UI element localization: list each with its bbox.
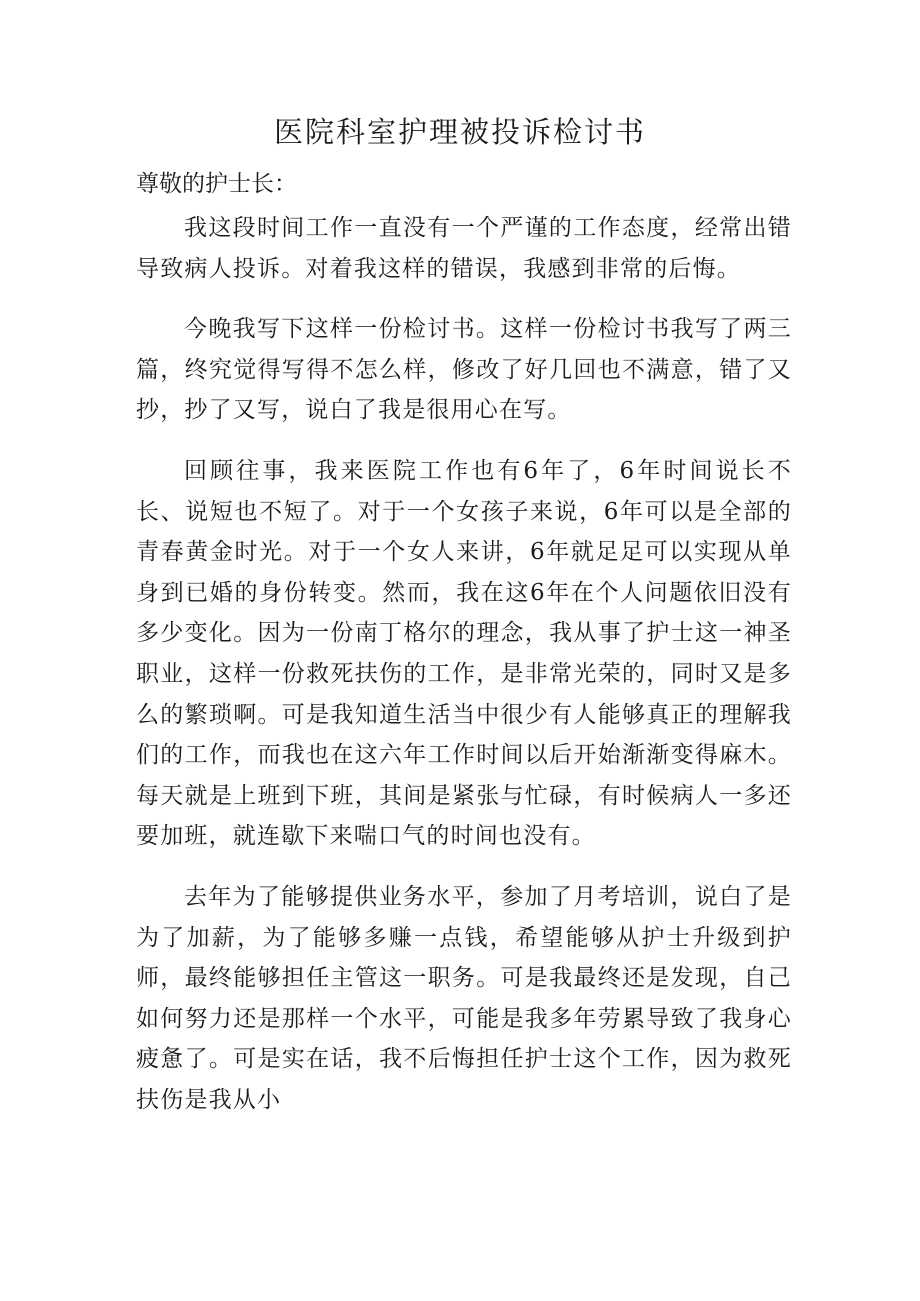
paragraph: 我这段时间工作一直没有一个严谨的工作态度，经常出错导致病人投诉。对着我这样的错误，我感到非常的后悔。	[136, 215, 792, 282]
paragraph: 今晚我写下这样一份检讨书。这样一份检讨书我写了两三篇，终究觉得写得不怎么样，修改了好几回也不满意，错了又抄，抄了又写，说白了我是很用心在写。	[136, 316, 792, 424]
document-title: 医院科室护理被投诉检讨书	[273, 115, 646, 149]
paragraph: 回顾往事，我来医院工作也有6年了，6年时间说长不长、说短也不短了。对于一个女孩子来说，6年可以是全部的青春黄金时光。对于一个女人来讲，6年就足足可以实现从单身到已婚的身份转变。然而，我在这6年在个人问题依旧没有多少变化。因为一份南丁格尔的理念，我从事了护士这一神圣职业，这样一份救死扶伤的工作，是非常光荣的，同时又是多么的繁琐啊。可是我知道生活当中很少有人能够真正的理解我们的工作，而我也在这六年工作时间以后开始渐渐变得麻木。每天就是上班到下班，其间是紧张与忙碌，有时候病人一多还要加班，就连歇下来喘口气的时间也没有。	[136, 457, 792, 850]
salutation: 尊敬的护士长：	[136, 171, 297, 197]
paragraph: 去年为了能够提供业务水平，参加了月考培训，说白了是为了加薪，为了能够多赚一点钱，希望能够从护士升级到护师，最终能够担任主管这一职务。可是我最终还是发现，自己如何努力还是那样一个水平，可能是我多年劳累导致了我身心疲惫了。可是实在话，我不后悔担任护士这个工作，因为救死扶伤是我从小	[136, 883, 792, 1113]
document-body	[136, 208, 792, 1140]
